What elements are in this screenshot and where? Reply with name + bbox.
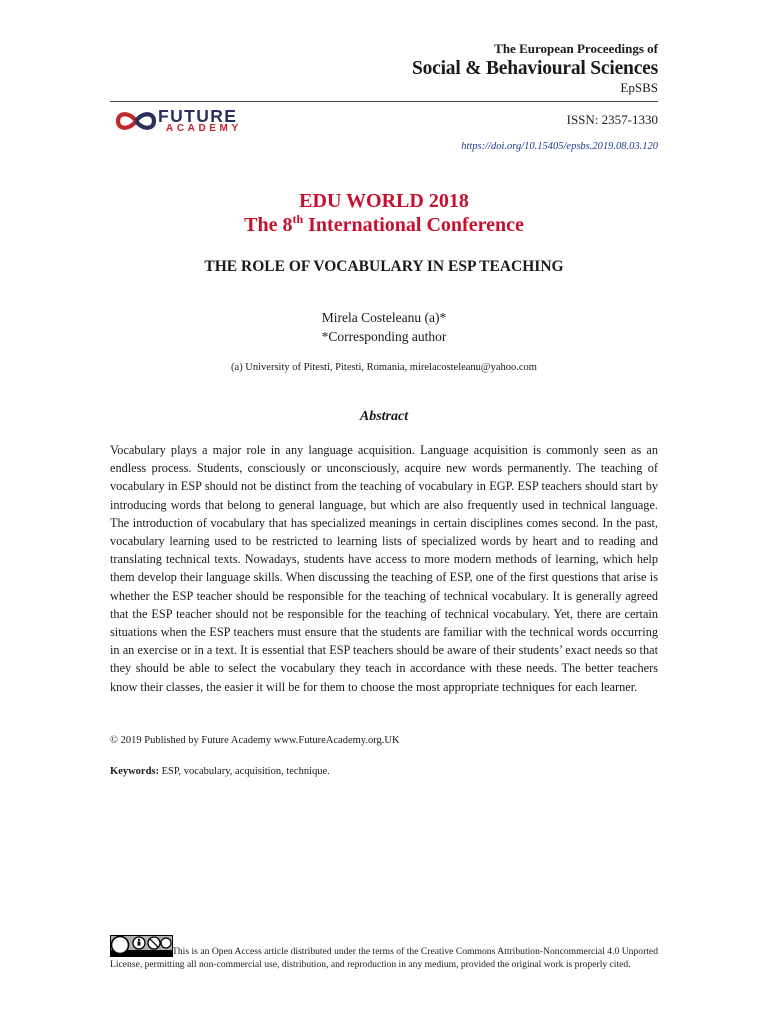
conference-name: EDU WORLD 2018 [299,190,469,212]
journal-abbreviation: EpSBS [620,80,658,95]
issn: ISSN: 2357-1330 [566,112,658,127]
corresponding-author-note: *Corresponding author [321,329,447,344]
future-academy-logo [114,106,270,136]
license-badge-spacer [110,944,172,954]
infinity-logo-icon [114,106,158,136]
paper-title: THE ROLE OF VOCABULARY IN ESP TEACHING [204,258,564,275]
conference-subtitle [0,214,768,237]
keywords-list: ESP, vocabulary, acquisition, technique. [159,766,330,777]
conference-subtitle-prefix: The 8 [244,214,293,236]
abstract-heading: Abstract [359,409,409,424]
logo-wordmark-bottom: ACADEMY [166,123,242,134]
license-statement [110,944,658,971]
journal-series-label: The European Proceedings of [494,41,658,56]
author-name: Mirela Costeleanu (a)* [321,310,447,325]
author-affiliation: (a) University of Pitesti, Pitesti, Romania, mirelacosteleanu@yahoo.com [231,362,537,373]
header-divider [110,101,658,102]
license-text: This is an Open Access article distributed under the terms of the Creative Commons Attribution-Noncommercial 4.0 Unported License, permitting all non-commercial use, distribution, and reproduction in any medium, provided the original work is properly cited. [110,946,658,970]
logo-wordmark-top: FUTURE [158,106,238,126]
abstract-text: Vocabulary plays a major role in any language acquisition. Language acquisition is commonly seen as an endless process. Students, consciously or unconsciously, acquire new words permanently. The teaching of vocabulary in ESP should not be distinct from the teaching of vocabulary in EGP. ESP teachers should start by introducing words that belong to general language, but which are also frequently used in technical language. The introduction of vocabulary that has specialized meanings in certain disciplines comes second. In the past, vocabulary learning used to be restricted to learning lists of specialized words by heart and to reading and translating technical texts. Nowadays, students have access to more modern methods of learning, which help them develop their language skills. When discussing the teaching of ESP, one of the first questions that arise is whether the ESP teacher should be responsible for the teaching of technical vocabulary. It is generally agreed that the ESP teacher should not be responsible for the teaching of technical vocabulary. Yet, there are certain situations when the ESP teachers must ensure that the students are familiar with the technical words occurring in an exercise or in a text. It is essential that ESP teachers should be aware of their students’ exact needs so that they should be able to select the vocabulary they teach in accordance with these needs. The better teachers know their classes, the easier it will be for them to choose the most appropriate techniques for each learner. [110,443,658,694]
doi-link[interactable]: https://doi.org/10.15405/epsbs.2019.08.03.120 [461,141,658,152]
copyright-notice: © 2019 Published by Future Academy www.FutureAcademy.org.UK [110,735,400,746]
keywords-label: Keywords: [110,766,159,777]
conference-subtitle-suffix: International Conference [303,214,524,236]
conference-subtitle-ordinal: th [292,212,304,226]
keywords [110,766,330,777]
journal-title: Social & Behavioural Sciences [411,58,658,79]
